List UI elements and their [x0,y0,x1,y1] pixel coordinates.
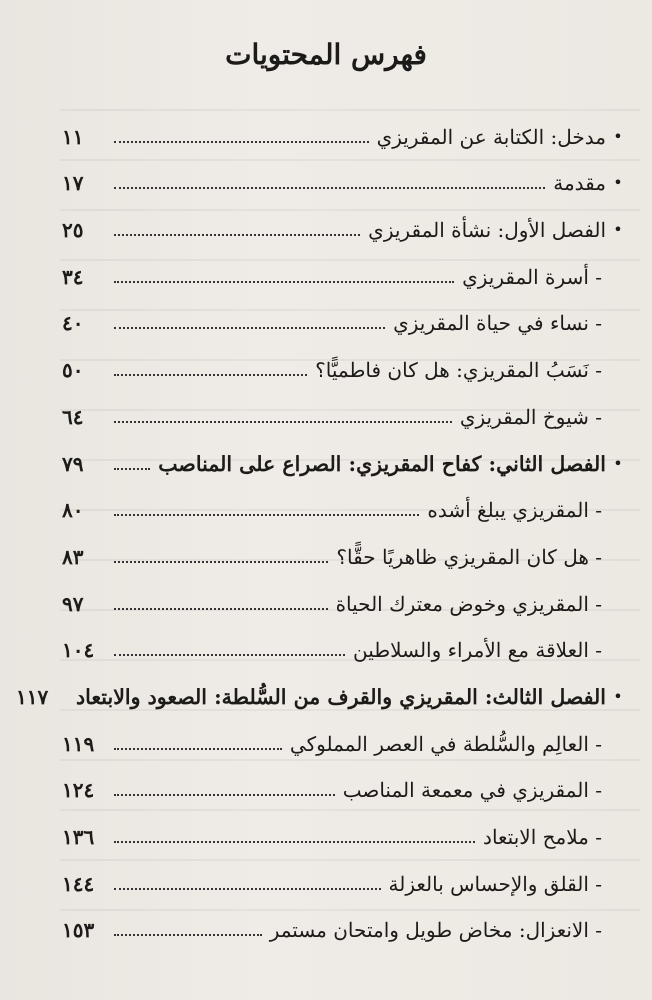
toc-entry-title: الفصل الثاني: كفاح المقريزي: الصراع على المناصب [158,451,606,476]
toc-entry[interactable] [62,855,624,902]
bullet-icon: • [613,686,623,706]
toc-page-number: ٥٠ [62,358,84,383]
toc-page-number: ٩٧ [62,591,84,616]
dot-leader [114,513,419,516]
toc-entry-title: - أسرة المقريزي [462,264,602,289]
dot-leader [114,560,328,563]
toc-page-number: ١١ [62,124,84,149]
page-title: فهرس المحتويات [225,38,427,71]
toc-page-number: ٣٤ [62,264,84,289]
toc-entry[interactable] [62,108,624,155]
toc-entry-title: - المقريزي وخوض معترك الحياة [335,591,602,616]
bullet-icon: • [613,453,623,473]
dot-leader [114,887,381,890]
toc-entry[interactable] [62,528,624,575]
toc-entry-title: مدخل: الكتابة عن المقريزي [376,124,606,149]
toc-entry[interactable] [62,201,624,248]
toc-entry[interactable] [62,808,624,855]
toc-page-number: ٦٤ [62,404,84,429]
toc-entry[interactable] [62,482,624,529]
bullet-icon: • [613,220,623,240]
toc-entry-title: - نَسَبُ المقريزي: هل كان فاطميًّا؟ [315,358,602,383]
toc-page-number: ١٧ [62,171,84,196]
toc-page-number: ٨٠ [62,498,84,523]
dot-leader [114,607,328,610]
toc-entry[interactable] [62,622,624,669]
toc-entry-title: مقدمة [553,171,606,196]
toc-entry[interactable] [62,435,624,482]
toc-page-number: ١١٧ [16,684,49,709]
toc-entry-title: الفصل الثالث: المقريزي والقرف من السُّلطة: الصعود والابتعاد [76,684,606,709]
dot-leader [114,653,345,656]
toc-entry[interactable] [62,155,624,202]
toc-entry[interactable] [16,668,624,715]
toc-page-number: ١٥٣ [62,918,95,943]
toc-entry-title: الفصل الأول: نشأة المقريزي [368,218,606,243]
toc-entry-title: - شيوخ المقريزي [459,404,602,429]
dot-leader [114,140,369,143]
toc-entry[interactable] [62,388,624,435]
toc-entry-title: - المقريزي يبلغ أشده [427,498,602,523]
dot-leader [114,933,262,936]
toc-page-number: ٢٥ [62,218,84,243]
dot-leader [114,280,454,283]
dot-leader [114,326,385,329]
toc-entry[interactable] [62,715,624,762]
bullet-icon: • [613,173,623,193]
toc-entry-title: - العلاقة مع الأمراء والسلاطين [353,638,602,663]
table-of-contents [16,108,624,948]
toc-page-number: ١٢٤ [62,778,95,803]
toc-entry[interactable] [62,902,624,949]
dot-leader [114,467,150,470]
dot-leader [114,793,335,796]
toc-entry[interactable] [62,762,624,809]
toc-entry[interactable] [62,248,624,295]
toc-entry[interactable] [62,295,624,342]
toc-page-number: ٨٣ [62,544,84,569]
toc-entry-title: - العالِم والسُّلطة في العصر المملوكي [289,731,602,756]
toc-page-number: ٧٩ [62,451,84,476]
dot-leader [114,373,307,376]
dot-leader [114,420,452,423]
toc-entry[interactable] [62,341,624,388]
bullet-icon: • [613,126,623,146]
toc-page-number: ١١٩ [62,731,95,756]
toc-entry[interactable] [62,575,624,622]
toc-page-number: ١٣٦ [62,825,95,849]
toc-entry-title: - نساء في حياة المقريزي [393,311,602,336]
toc-entry-title: - المقريزي في معمعة المناصب [342,778,602,803]
dot-leader [114,747,282,750]
toc-page-number: ١٠٤ [62,638,95,663]
toc-entry-title: - القلق والإحساس بالعزلة [388,871,602,896]
toc-entry-title: - ملامح الابتعاد [483,825,602,849]
dot-leader [114,233,360,236]
toc-page-number: ١٤٤ [62,871,95,896]
toc-page-number: ٤٠ [62,311,84,336]
toc-entry-title: - الانعزال: مخاض طويل وامتحان مستمر [269,918,602,943]
dot-leader [114,186,545,189]
toc-entry-title: - هل كان المقريزي ظاهريًا حقًّا؟ [336,544,602,569]
dot-leader [114,840,475,843]
